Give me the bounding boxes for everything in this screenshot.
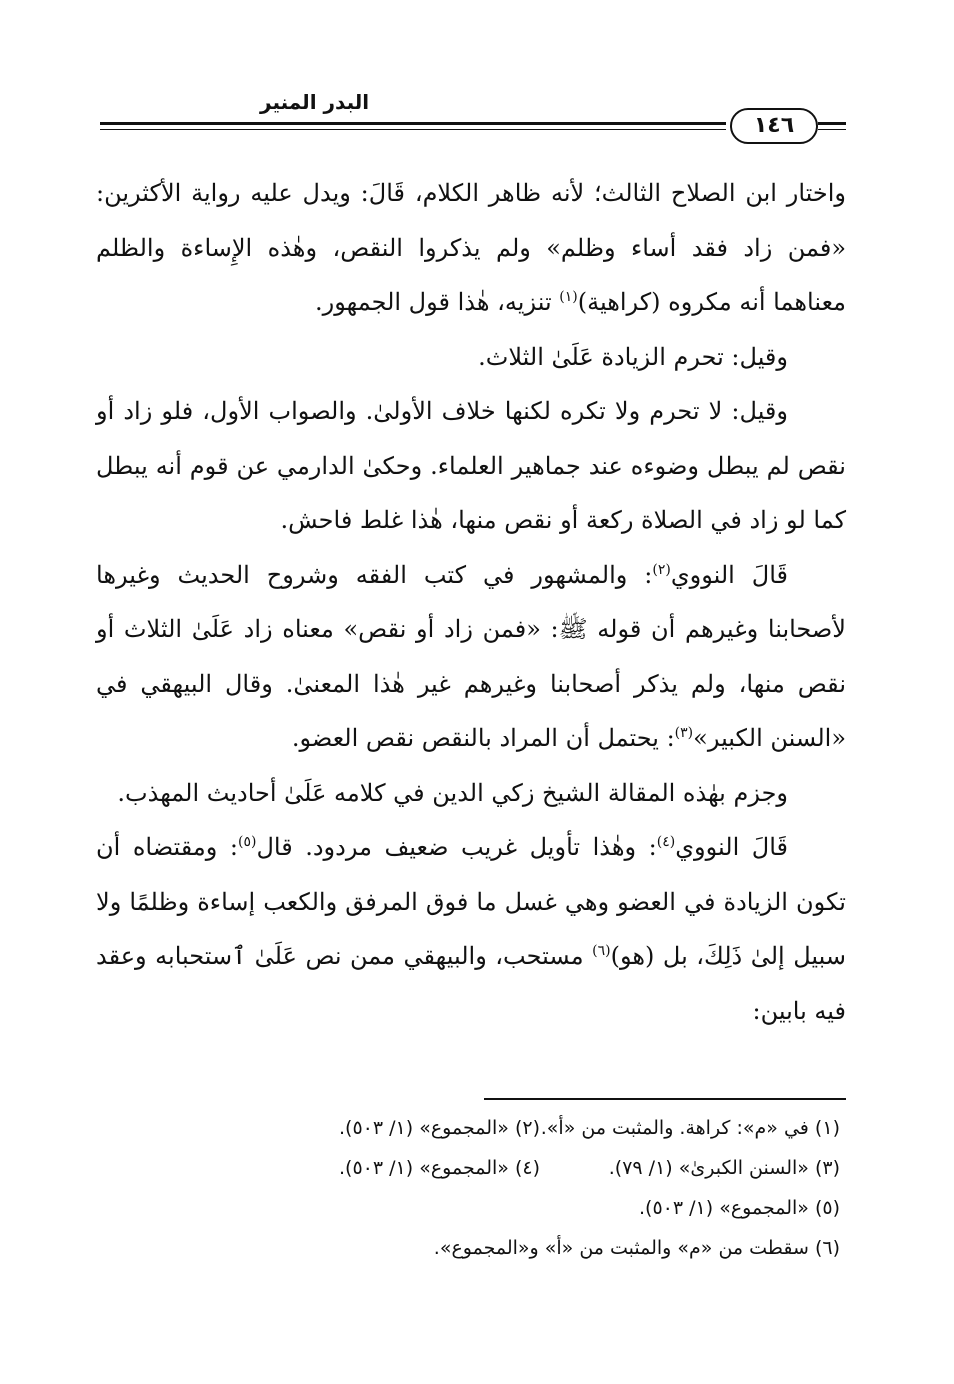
paragraph-2: وقيل: تحرم الزيادة عَلَىٰ الثلاث. [478,342,788,371]
footnote-row [100,1148,840,1188]
book-title: البدر المنير [260,90,370,114]
header-rule-right-thin [818,129,846,130]
header-rule-thin [100,129,726,130]
footnote-1: (١) في «م»: كراهة. والمثبت من «أ». [540,1117,840,1139]
main-text [96,166,846,1038]
paragraph-6 [96,820,846,1038]
paragraph-1 [96,166,846,330]
footnote-ref-4: (٤) [656,834,676,850]
paragraph-3: وقيل: لا تحرم ولا تكره لكنها خلاف الأولىٰ. والصواب الأول، فلو زاد أو نقص لم يبطل وضوءه عند جماهير العلماء. وحكىٰ الدارمي عن قوم أنه يبطل كما لو زاد في الصلاة ركعة أو نقص منها، هٰذا غلط فاحش. [96,397,846,534]
footnote-row [100,1188,840,1228]
footnote-ref-3: (٣) [674,725,694,741]
header-rule-right-thick [818,122,846,125]
footnote-6: (٦) سقطت من «م» والمثبت من «أ» و«المجموع». [433,1237,840,1259]
footnote-ref-5: (٥) [238,834,257,850]
paragraph-4-text-b: : والمشهور في كتب الفقه وشروح الحديث وغيرها لأصحابنا وغيرهم أن قوله ﷺ: «فمن زاد أو نقص» معناه زاد عَلَىٰ الثلاث أو نقص منها، ولم يذكر أصحابنا وغيرهم غير هٰذا المعنىٰ. وقال البيهقي في «السنن الكبير» [96,560,846,752]
page-header [100,90,846,146]
paragraph-4 [96,548,846,766]
paragraph-6-text-a: قَالَ النووي [675,833,788,861]
paragraph-6-text-c: : ومقتضاه أن تكون الزيادة في العضو وهي غسل ما فوق المرفق والكعب إساءة وظلمًا ولا سبيل إلىٰ ذَلِكَ، بل (هو) [96,833,846,970]
footnote-ref-1: (١) [559,289,578,305]
footnote-3: (٣) «السنن الكبرىٰ» (١/ ٧٩). [608,1157,840,1179]
header-rule-thick [100,122,726,125]
footnote-divider [484,1098,846,1100]
paragraph-6-text-b: : وهٰذا تأويل غريب ضعيف مردود. قال [256,833,657,861]
footnote-5: (٥) «المجموع» (١/ ٥٠٣). [639,1197,840,1219]
paragraph-1-text-end: تنزيه، هٰذا قول الجمهور. [315,288,560,316]
paragraph-4-text-a: قَالَ النووي [670,560,788,589]
footnote-row [100,1228,840,1268]
page-number: ١٤٦ [730,108,818,144]
footnote-ref-2: (٢) [652,561,671,578]
footnote-2: (٢) «المجموع» (١/ ٥٠٣). [339,1117,540,1139]
paragraph-5: وجزم بهٰذه المقالة الشيخ زكي الدين في كلامه عَلَىٰ أحاديث المهذب. [117,778,788,807]
paragraph-1-text: واختار ابن الصلاح الثالث؛ لأنه ظاهر الكلام، قَالَ: ويدل عليه رواية الأكثرين: «فمن زاد فقد أساء وظلم» ولم يذكروا النقص، وهٰذه الإِساءة والظلم معناهما أنه مكروه (كراهية) [96,179,846,316]
footnotes [100,1108,840,1268]
footnote-ref-6: (٦) [592,943,611,959]
paragraph-4-text-c: : يحتمل أن المراد بالنقص نقص العضو. [291,724,675,752]
footnote-row [100,1108,840,1148]
paragraph-6-text-d: مستحب، والبيهقي ممن نص عَلَىٰ ٱستحبابه وعقد فيه بابين: [96,942,846,1025]
footnote-4: (٤) «المجموع» (١/ ٥٠٣). [339,1157,540,1179]
